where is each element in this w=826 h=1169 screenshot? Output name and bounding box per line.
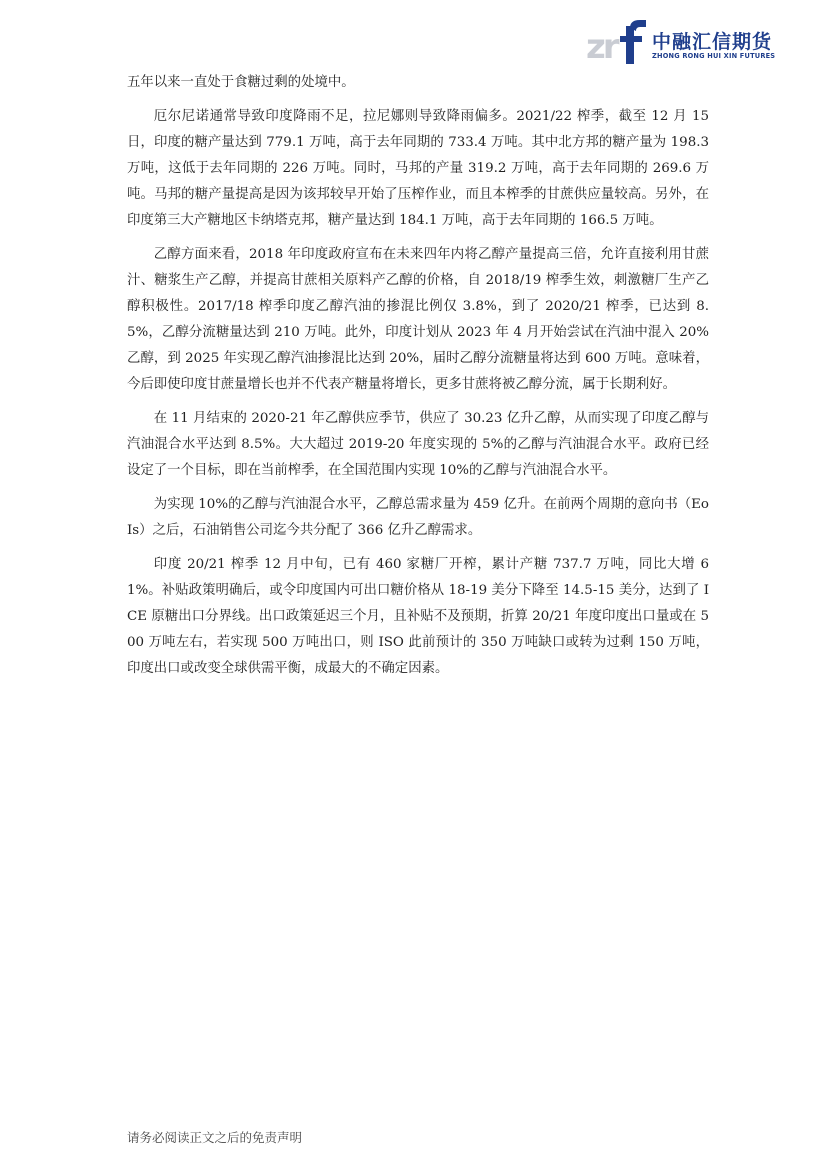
document-body: [127, 70, 709, 690]
paragraph-2: 厄尔尼诺通常导致印度降雨不足，拉尼娜则导致降雨偏多。2021/22 榨季，截至 12 月 15 日，印度的糖产量达到 779.1 万吨，高于去年同期的 733.4 万吨。其中北方邦的糖产量为 198.3 万吨，这低于去年同期的 226 万吨。同时，马邦的产量 319.2 万吨，高于去年同期的 269.6 万吨。马邦的糖产量提高是因为该邦较早开始了压榨作业，而且本榨季的甘蔗供应量较高。另外，在印度第三大产糖地区卡纳塔克邦，糖产量达到 184.1 万吨，高于去年同期的 166.5 万吨。: [127, 109, 709, 228]
logo-chinese-name: 中融汇信期货: [652, 31, 773, 53]
paragraph-1: 五年以来一直处于食糖过剩的处境中。: [127, 75, 355, 90]
logo-english-name: ZHONG RONG HUI XIN FUTURES: [652, 52, 776, 60]
svg-text:zr: zr: [586, 27, 617, 66]
paragraph-3: 乙醇方面来看，2018 年印度政府宣布在未来四年内将乙醇产量提高三倍，允许直接利用甘蔗汁、糖浆生产乙醇，并提高甘蔗相关原料产乙醇的价格，自 2018/19 榨季生效，刺激糖厂生产乙醇积极性。2017/18 榨季印度乙醇汽油的掺混比例仅 3.8%，到了 2020/21 榨季，已达到 8.5%，乙醇分流糖量达到 210 万吨。此外，印度计划从 2023 年 4 月开始尝试在汽油中混入 20%乙醇，到 2025 年实现乙醇汽油掺混比达到 20%，届时乙醇分流糖量将达到 600 万吨。意味着，今后即使印度甘蔗量增长也并不代表产糖量将增长，更多甘蔗将被乙醇分流，属于长期利好。: [127, 247, 709, 392]
paragraph-4: 在 11 月结束的 2020-21 年乙醇供应季节，供应了 30.23 亿升乙醇，从而实现了印度乙醇与汽油混合水平达到 8.5%。大大超过 2019-20 年度实现的 5%的乙醇与汽油混合水平。政府已经设定了一个目标，即在当前榨季，在全国范围内实现 10%的乙醇与汽油混合水平。: [127, 411, 709, 478]
disclaimer-footer: 请务必阅读正文之后的免责声明: [127, 1130, 303, 1145]
paragraph-6: 印度 20/21 榨季 12 月中旬，已有 460 家糖厂开榨，累计产糖 737.7 万吨，同比大增 61%。补贴政策明确后，或令印度国内可出口糖价格从 18-19 美分下降至 14.5-15 美分，达到了 ICE 原糖出口分界线。出口政策延迟三个月，且补贴不及预期，折算 20/21 年度印度出口量或在 500 万吨左右，若实现 500 万吨出口，则 ISO 此前预计的 350 万吨缺口或转为过剩 150 万吨，印度出口或改变全球供需平衡，成最大的不确定因素。: [127, 557, 709, 676]
zrf-logo-icon: [586, 18, 648, 66]
company-logo: [586, 18, 782, 66]
paragraph-5: 为实现 10%的乙醇与汽油混合水平，乙醇总需求量为 459 亿升。在前两个周期的意向书（EoIs）之后，石油销售公司迄今共分配了 366 亿升乙醇需求。: [127, 497, 709, 538]
